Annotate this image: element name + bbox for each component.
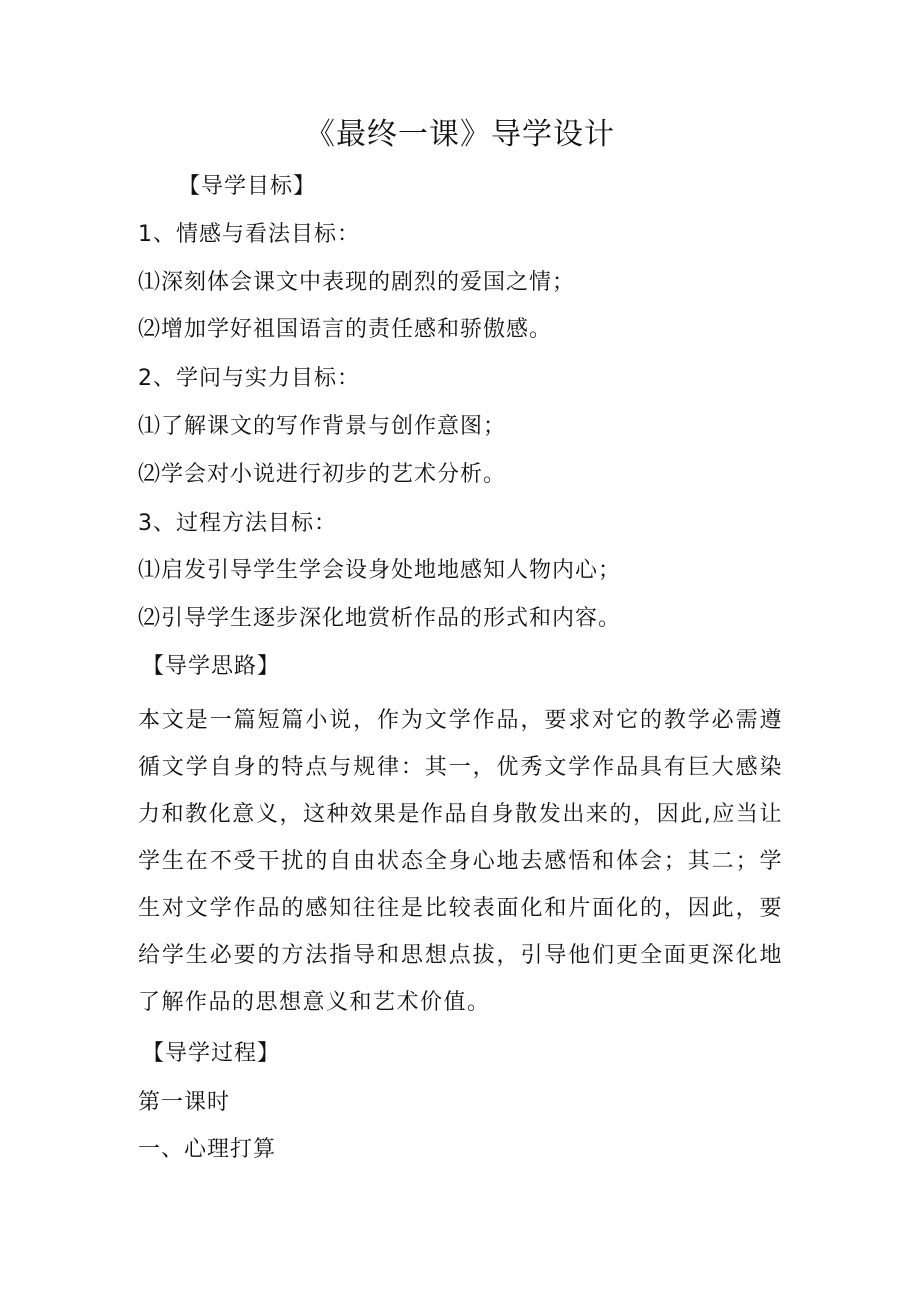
objective-2-item-2: ⑵学会对小说进行初步的艺术分析。: [138, 462, 507, 487]
objective-2-item-1: ⑴了解课文的写作背景与创作意图；: [138, 414, 507, 439]
document-title: 《最终一课》导学设计: [305, 117, 615, 152]
objective-3-item-1: ⑴启发引导学生学会设身处地地感知人物内心；: [138, 558, 622, 583]
heading-objectives: 【导学目标】: [178, 174, 317, 199]
objective-3-item-2: ⑵引导学生逐步深化地赏析作品的形式和内容。: [138, 606, 622, 631]
lesson-label: 第一课时: [138, 1090, 231, 1115]
section-1-heading: 一、心理打算: [138, 1137, 277, 1162]
heading-process: 【导学过程】: [142, 1041, 281, 1066]
objective-2-title: 2、学问与实力目标：: [138, 366, 360, 391]
objective-1-item-1: ⑴深刻体会课文中表现的剧烈的爱国之情；: [138, 270, 576, 295]
objective-1-item-2: ⑵增加学好祖国语言的责任感和骄傲感。: [138, 317, 553, 342]
objective-1-title: 1、情感与看法目标：: [138, 222, 360, 247]
objective-3-title: 3、过程方法目标：: [138, 511, 337, 536]
heading-thinking: 【导学思路】: [142, 654, 281, 679]
thinking-paragraph: 本文是一篇短篇小说，作为文学作品，要求对它的教学必需遵循文学自身的特点与规律：其一，优秀文学作品具有巨大感染力和教化意义，这种效果是作品自身散发出来的，因此,应当让学生在不受干扰的自由状态全身心地去感悟和体会；其二；学生对文学作品的感知往往是比较表面化和片面化的，因此，要给学生必要的方法指导和思想点拔，引导他们更全面更深化地了解作品的思想意义和艺术价值。: [138, 708, 783, 1015]
